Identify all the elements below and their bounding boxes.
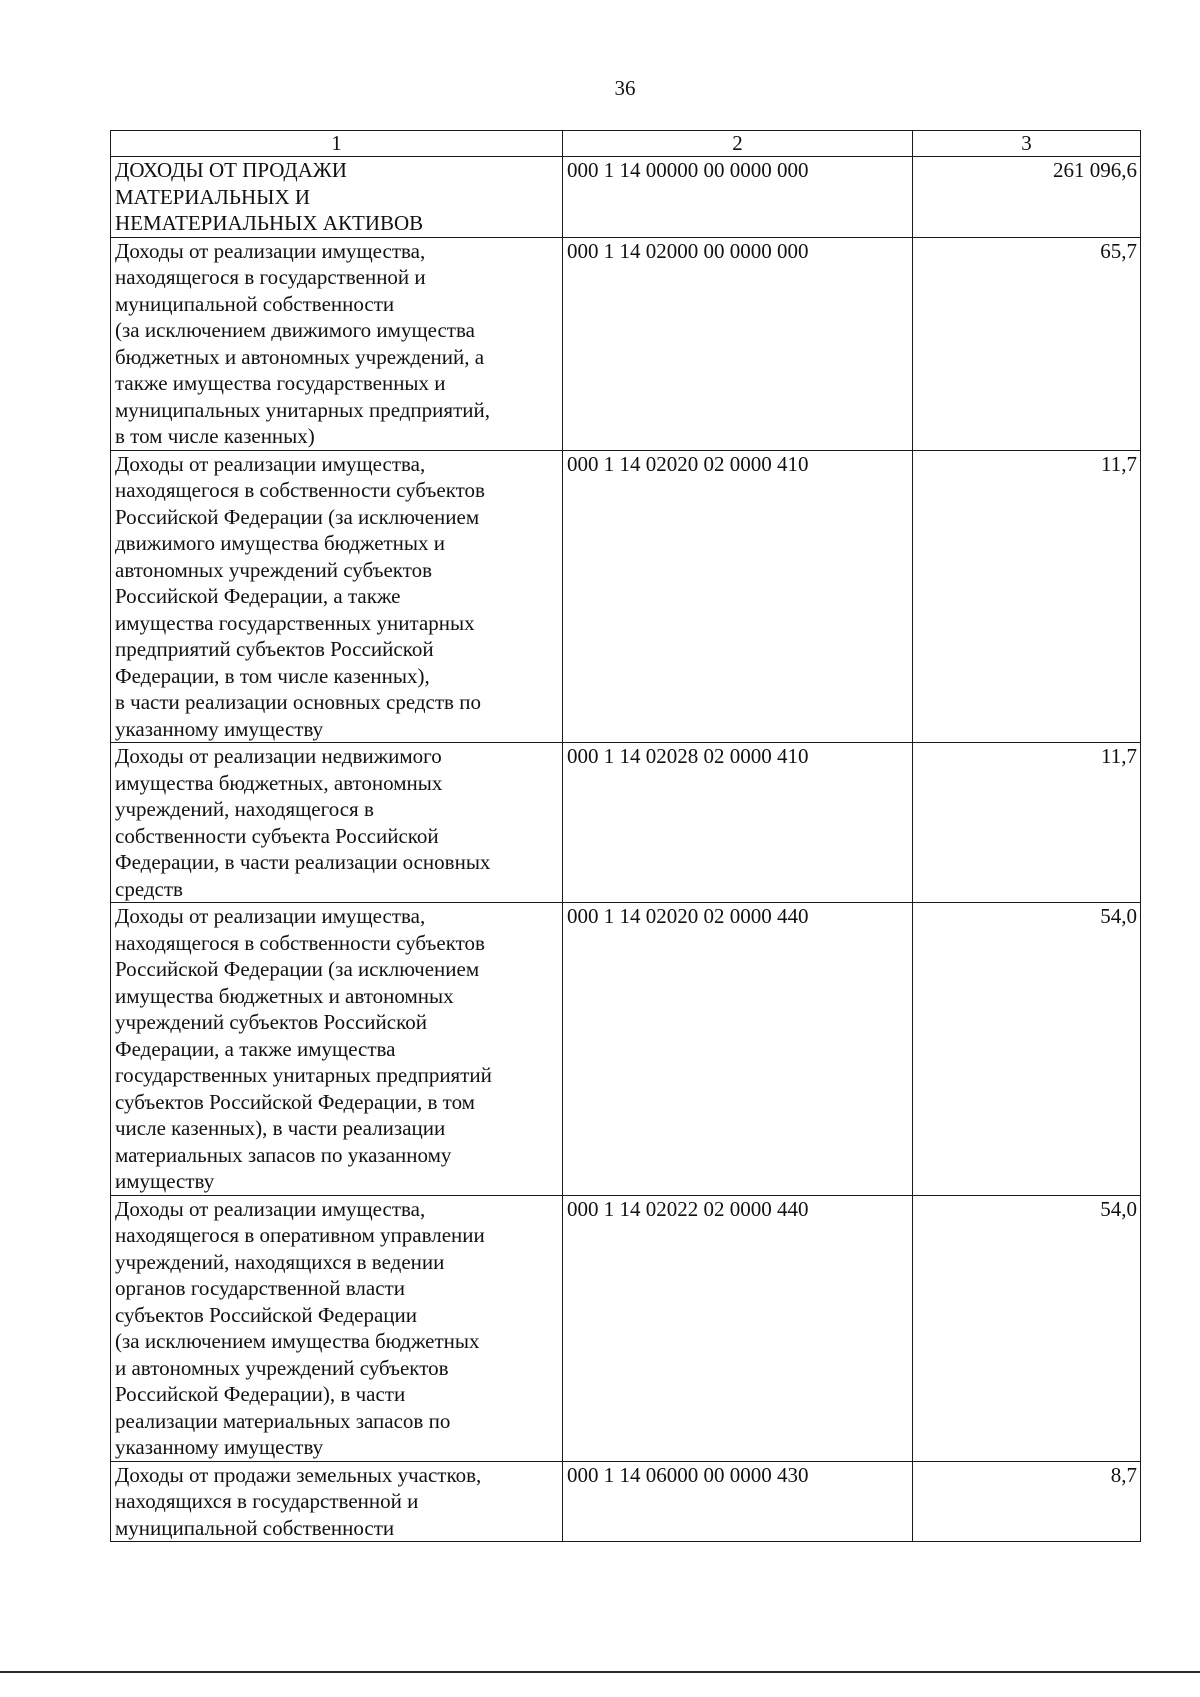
revenue-name-line: указанному имуществу — [115, 1435, 324, 1459]
revenue-name-line: Федерации, в части реализации основных — [115, 850, 491, 874]
revenue-name-line: учреждений субъектов Российской — [115, 1010, 427, 1034]
revenue-name-line: средств — [115, 876, 183, 901]
amount-cell: 8,7 — [913, 1461, 1141, 1542]
revenue-name-line: имущества государственных унитарных — [115, 610, 475, 635]
revenue-name-line: автономных учреждений субъектов — [115, 557, 433, 582]
revenue-name-line: собственности субъекта Российской — [115, 823, 439, 848]
revenue-name-line: Федерации, а также имущества — [115, 1036, 396, 1061]
revenue-name-line: муниципальной собственности — [115, 291, 395, 316]
revenue-name-cell — [111, 237, 563, 450]
revenue-name-line: (за исключением движимого имущества — [115, 318, 475, 342]
amount-cell: 11,7 — [913, 743, 1141, 903]
revenue-name-cell — [111, 903, 563, 1196]
revenue-name-line: в том числе казенных) — [115, 424, 315, 448]
revenue-name-line: материальных запасов по указанному — [115, 1142, 452, 1167]
revenue-name-cell — [111, 1461, 563, 1542]
revenue-name-line: органов государственной власти — [115, 1276, 405, 1300]
revenue-name-cell — [111, 157, 563, 238]
revenue-name-line: Российской Федерации), в части — [115, 1382, 406, 1406]
revenue-name-line: находящегося в оперативном управлении — [115, 1223, 485, 1247]
revenue-name-line: находящегося в собственности субъектов — [115, 478, 485, 502]
revenue-name-line: бюджетных и автономных учреждений, а — [115, 344, 485, 369]
budget-revenue-table — [110, 130, 1141, 1542]
table-row — [111, 1195, 1141, 1461]
amount-cell: 261 096,6 — [913, 157, 1141, 238]
amount-cell: 54,0 — [913, 903, 1141, 1196]
revenue-name-line: числе казенных), в части реализации — [115, 1116, 446, 1140]
budget-classification-code: 000 1 14 02028 02 0000 410 — [563, 743, 913, 903]
revenue-name-cell — [111, 450, 563, 743]
revenue-name-line: предприятий субъектов Российской — [115, 637, 434, 661]
revenue-name-cell — [111, 743, 563, 903]
table-body — [111, 157, 1141, 1542]
revenue-name-line: находящегося в собственности субъектов — [115, 930, 485, 955]
revenue-name-line: государственных унитарных предприятий — [115, 1063, 492, 1087]
revenue-name-line: Доходы от реализации имущества, — [115, 451, 426, 476]
revenue-name-line: Доходы от реализации имущества, — [115, 1196, 426, 1221]
revenue-name-line: муниципальной собственности — [115, 1515, 395, 1540]
page-bottom-rule — [0, 1671, 1200, 1673]
revenue-name-line: Доходы от реализации имущества, — [115, 238, 426, 263]
revenue-name-line: (за исключением имущества бюджетных — [115, 1329, 480, 1353]
revenue-name-line: МАТЕРИАЛЬНЫХ И — [115, 184, 311, 209]
budget-classification-code: 000 1 14 02020 02 0000 410 — [563, 450, 913, 743]
revenue-name-cell — [111, 1195, 563, 1461]
revenue-name-line: также имущества государственных и — [115, 371, 446, 395]
budget-classification-code: 000 1 14 02000 00 0000 000 — [563, 237, 913, 450]
revenue-name-line: Российской Федерации, а также — [115, 584, 401, 608]
revenue-name-line: реализации материальных запасов по — [115, 1408, 451, 1433]
budget-classification-code: 000 1 14 02020 02 0000 440 — [563, 903, 913, 1196]
revenue-name-line: в части реализации основных средств по — [115, 690, 481, 714]
revenue-name-line: учреждений, находящихся в ведении — [115, 1249, 445, 1274]
revenue-name-line: субъектов Российской Федерации — [115, 1302, 418, 1327]
table-row — [111, 903, 1141, 1196]
amount-cell: 54,0 — [913, 1195, 1141, 1461]
revenue-name-line: муниципальных унитарных предприятий, — [115, 397, 490, 422]
budget-classification-code: 000 1 14 06000 00 0000 430 — [563, 1461, 913, 1542]
revenue-name-line: НЕМАТЕРИАЛЬНЫХ АКТИВОВ — [115, 211, 424, 235]
column-header-1: 1 — [111, 131, 563, 157]
page-number: 36 — [614, 76, 636, 100]
revenue-name-line: движимого имущества бюджетных и — [115, 531, 446, 555]
revenue-name-line: субъектов Российской Федерации, в том — [115, 1089, 475, 1114]
table-row — [111, 450, 1141, 743]
table-row — [111, 743, 1141, 903]
revenue-name-line: и автономных учреждений субъектов — [115, 1355, 449, 1380]
revenue-name-line: имущества бюджетных, автономных — [115, 770, 443, 795]
revenue-name-line: Федерации, в том числе казенных), — [115, 663, 430, 688]
revenue-name-line: Российской Федерации (за исключением — [115, 957, 480, 981]
table-row — [111, 157, 1141, 238]
column-header-2: 2 — [563, 131, 913, 157]
revenue-name-line: ДОХОДЫ ОТ ПРОДАЖИ — [115, 158, 347, 182]
revenue-name-line: Доходы от продажи земельных участков, — [115, 1462, 482, 1487]
budget-classification-code: 000 1 14 00000 00 0000 000 — [563, 157, 913, 238]
revenue-name-line: указанному имуществу — [115, 716, 324, 741]
revenue-name-line: учреждений, находящегося в — [115, 797, 374, 821]
column-header-3: 3 — [913, 131, 1141, 157]
amount-cell: 11,7 — [913, 450, 1141, 743]
amount-cell: 65,7 — [913, 237, 1141, 450]
revenue-name-line: имущества бюджетных и автономных — [115, 983, 454, 1008]
table-row — [111, 1461, 1141, 1542]
revenue-name-line: Доходы от реализации имущества, — [115, 904, 426, 928]
budget-classification-code: 000 1 14 02022 02 0000 440 — [563, 1195, 913, 1461]
table-header-row — [111, 131, 1141, 157]
revenue-name-line: Доходы от реализации недвижимого — [115, 744, 442, 768]
revenue-name-line: находящегося в государственной и — [115, 265, 426, 289]
revenue-name-line: имуществу — [115, 1169, 215, 1193]
revenue-name-line: находящихся в государственной и — [115, 1489, 419, 1513]
revenue-name-line: Российской Федерации (за исключением — [115, 504, 480, 529]
table-row — [111, 237, 1141, 450]
